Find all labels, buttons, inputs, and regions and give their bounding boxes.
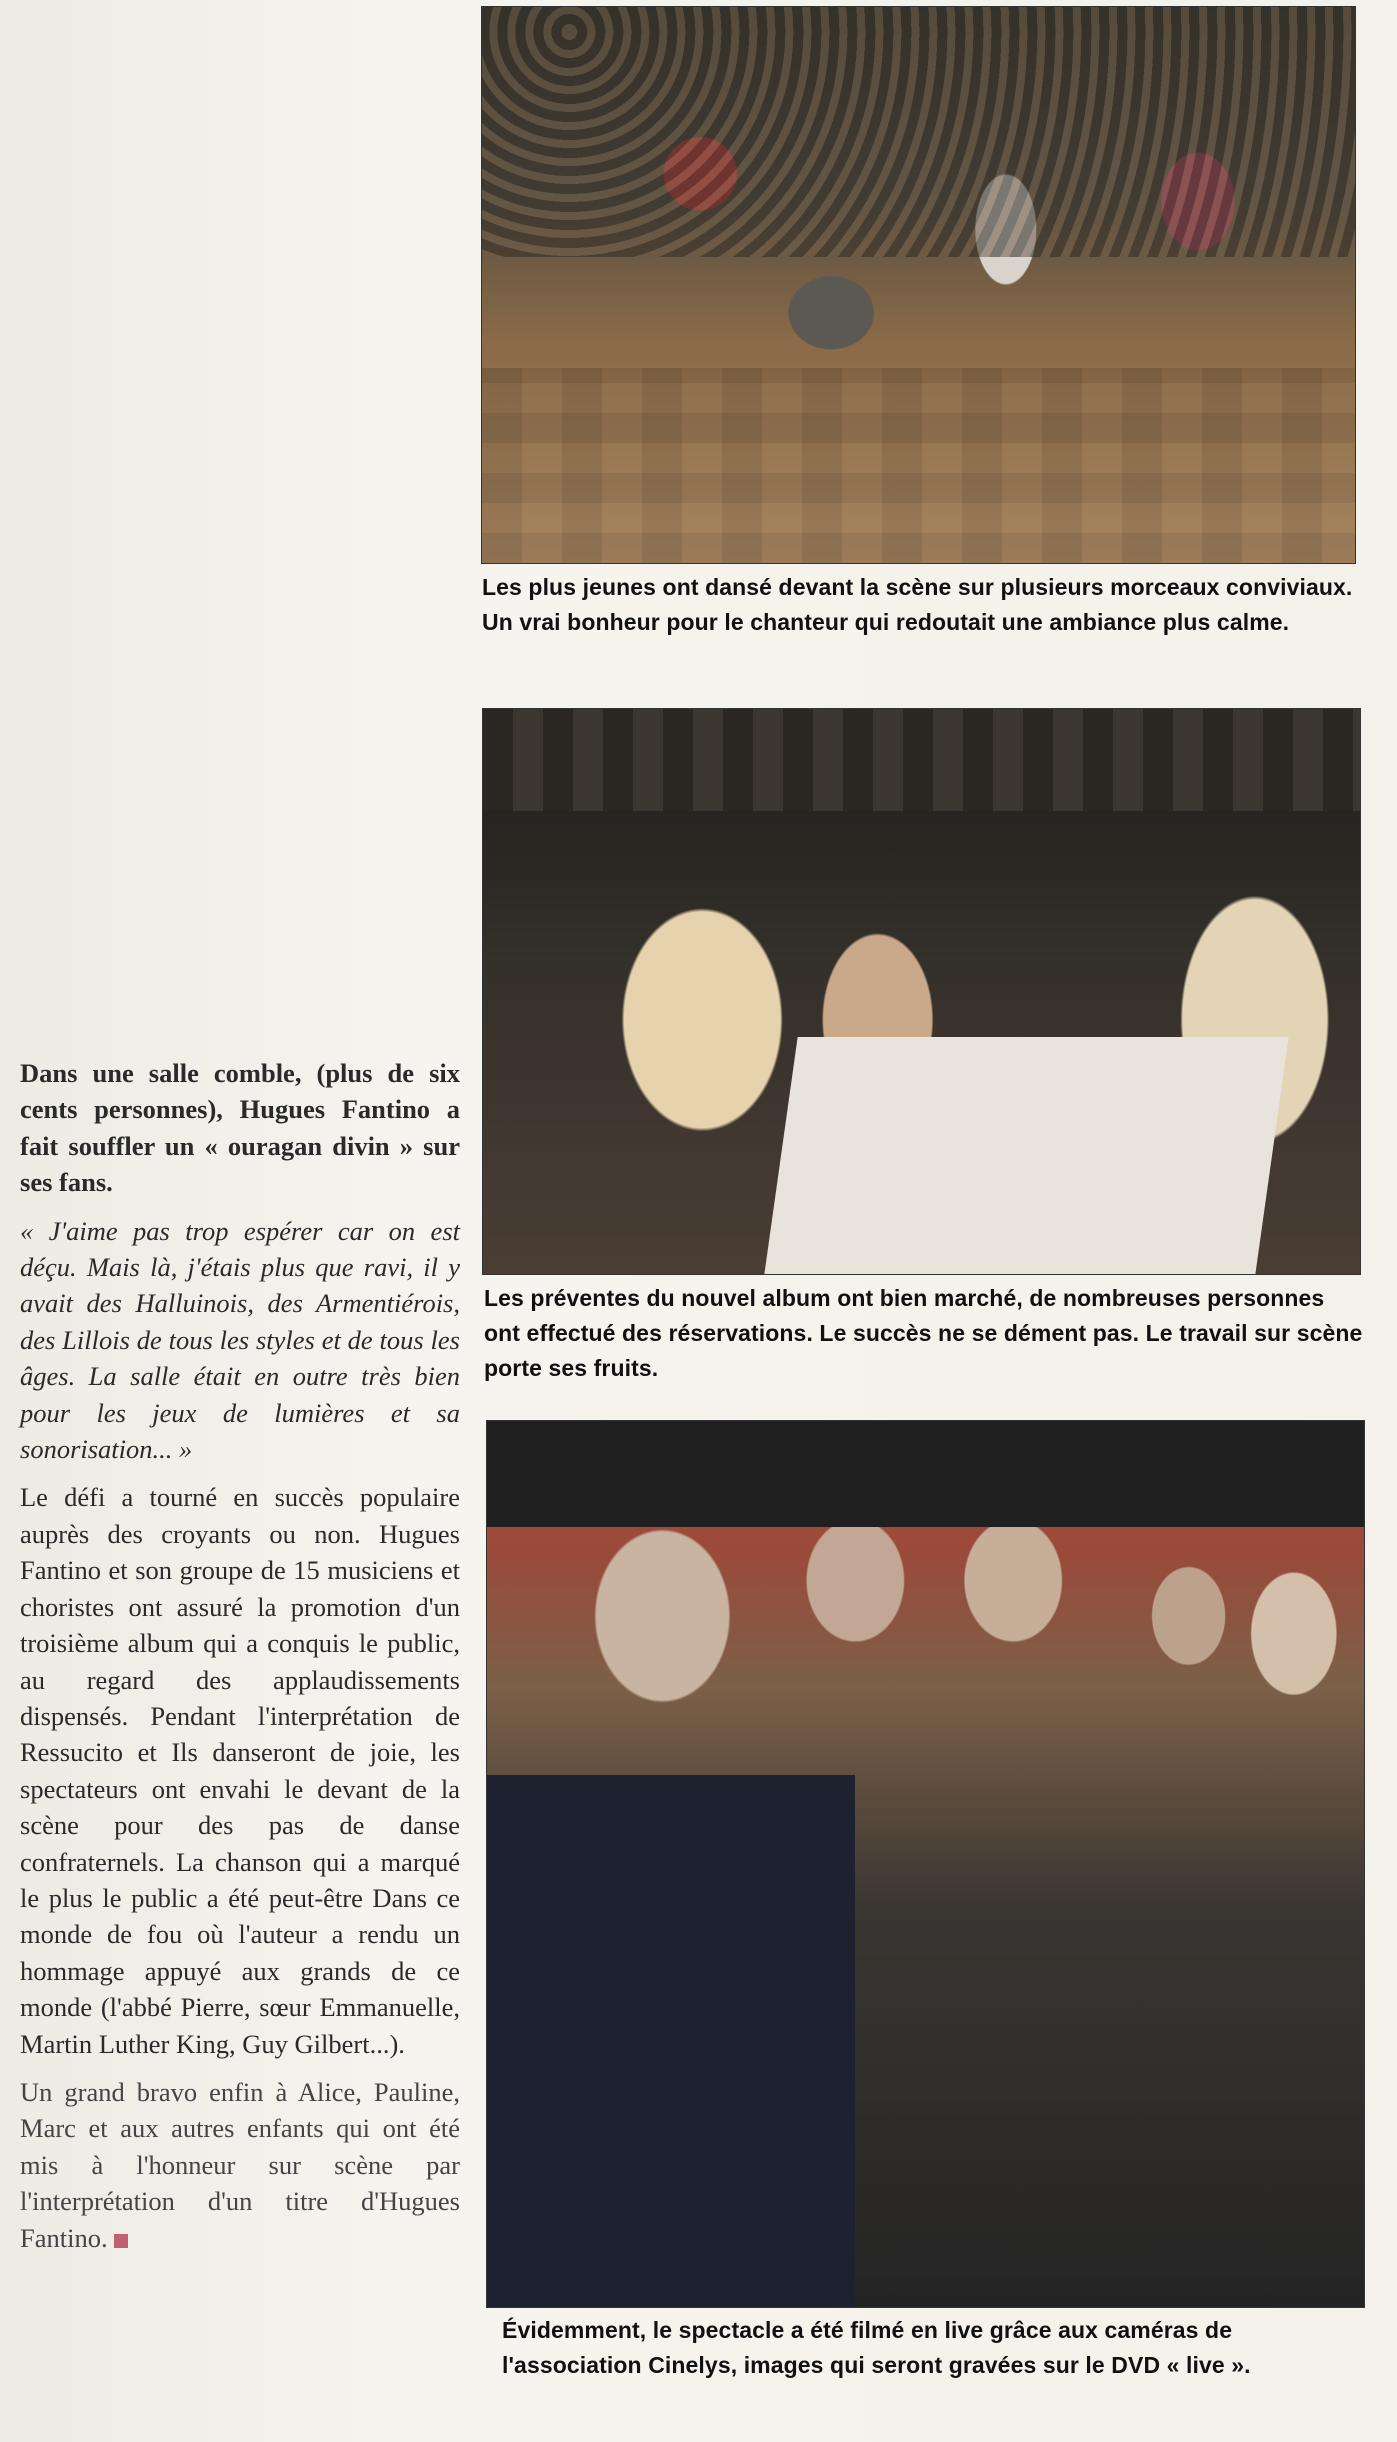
photo-cinelys-team bbox=[486, 1420, 1365, 2308]
photo-caption-1: Les plus jeunes ont dansé devant la scène sur plusieurs morceaux conviviaux. Un vrai bonheur pour le chanteur qui redoutait une ambiance plus calme. bbox=[482, 574, 1353, 635]
dance-floor bbox=[482, 368, 1355, 563]
photo-caption-2: Les préventes du nouvel album ont bien marché, de nombreuses personnes ont effectué des réservations. Le succès ne se dément pas. Le travail sur scène porte ses fruits. bbox=[484, 1285, 1363, 1381]
ceiling bbox=[483, 709, 1360, 811]
article-body: Le défi a tourné en succès populaire auprès des croyants ou non. Hugues Fantino et son groupe de 15 musiciens et choristes ont assuré la promotion d'un troisième album qui a conquis le public, au regard des applaudissements dispensés. Pendant l'interprétation de Ressucito et Ils danseront de joie, les spectateurs ont envahi le devant de la scène pour des pas de danse confraternels. La chanson qui a marqué le plus le public a été peut-être Dans ce monde de fou où l'auteur a rendu un hommage appuyé aux grands de ce monde (l'abbé Pierre, sœur Emmanuelle, Martin Luther King, Guy Gilbert...). bbox=[20, 1482, 460, 2059]
end-of-article-mark bbox=[114, 2234, 128, 2248]
article-quote: « J'aime pas trop espérer car on est déçu. Mais là, j'étais plus que ravi, il y avait des Halluinois, des Armentiérois, des Lillois de tous les styles et de tous les âges. La salle était en outre très bien pour les jeux de lumières et sa sonorisation... » bbox=[20, 1215, 460, 1465]
sales-table bbox=[764, 1037, 1288, 1274]
crowd-texture bbox=[482, 7, 1355, 257]
article-closing bbox=[20, 2074, 460, 2256]
photo-album-presales bbox=[482, 708, 1361, 1275]
photo-caption-3: Évidemment, le spectacle a été filmé en live grâce aux caméras de l'association Cinelys, images qui seront gravées sur le DVD « live ». bbox=[502, 2317, 1251, 2378]
dark-wall bbox=[487, 1421, 1364, 1527]
article-column bbox=[20, 1055, 460, 2268]
photo-dancing-crowd bbox=[481, 6, 1356, 564]
article-closing-text: Un grand bravo enfin à Alice, Pauline, Marc et aux autres enfants qui ont été mis à l'honneur sur scène par l'interprétation d'un titre d'Hugues Fantino. bbox=[20, 2076, 460, 2253]
cameraman-shirt bbox=[487, 1775, 855, 2307]
article-lead: Dans une salle comble, (plus de six cents personnes), Hugues Fantino a fait souffler un « ouragan divin » sur ses fans. bbox=[20, 1058, 460, 1198]
